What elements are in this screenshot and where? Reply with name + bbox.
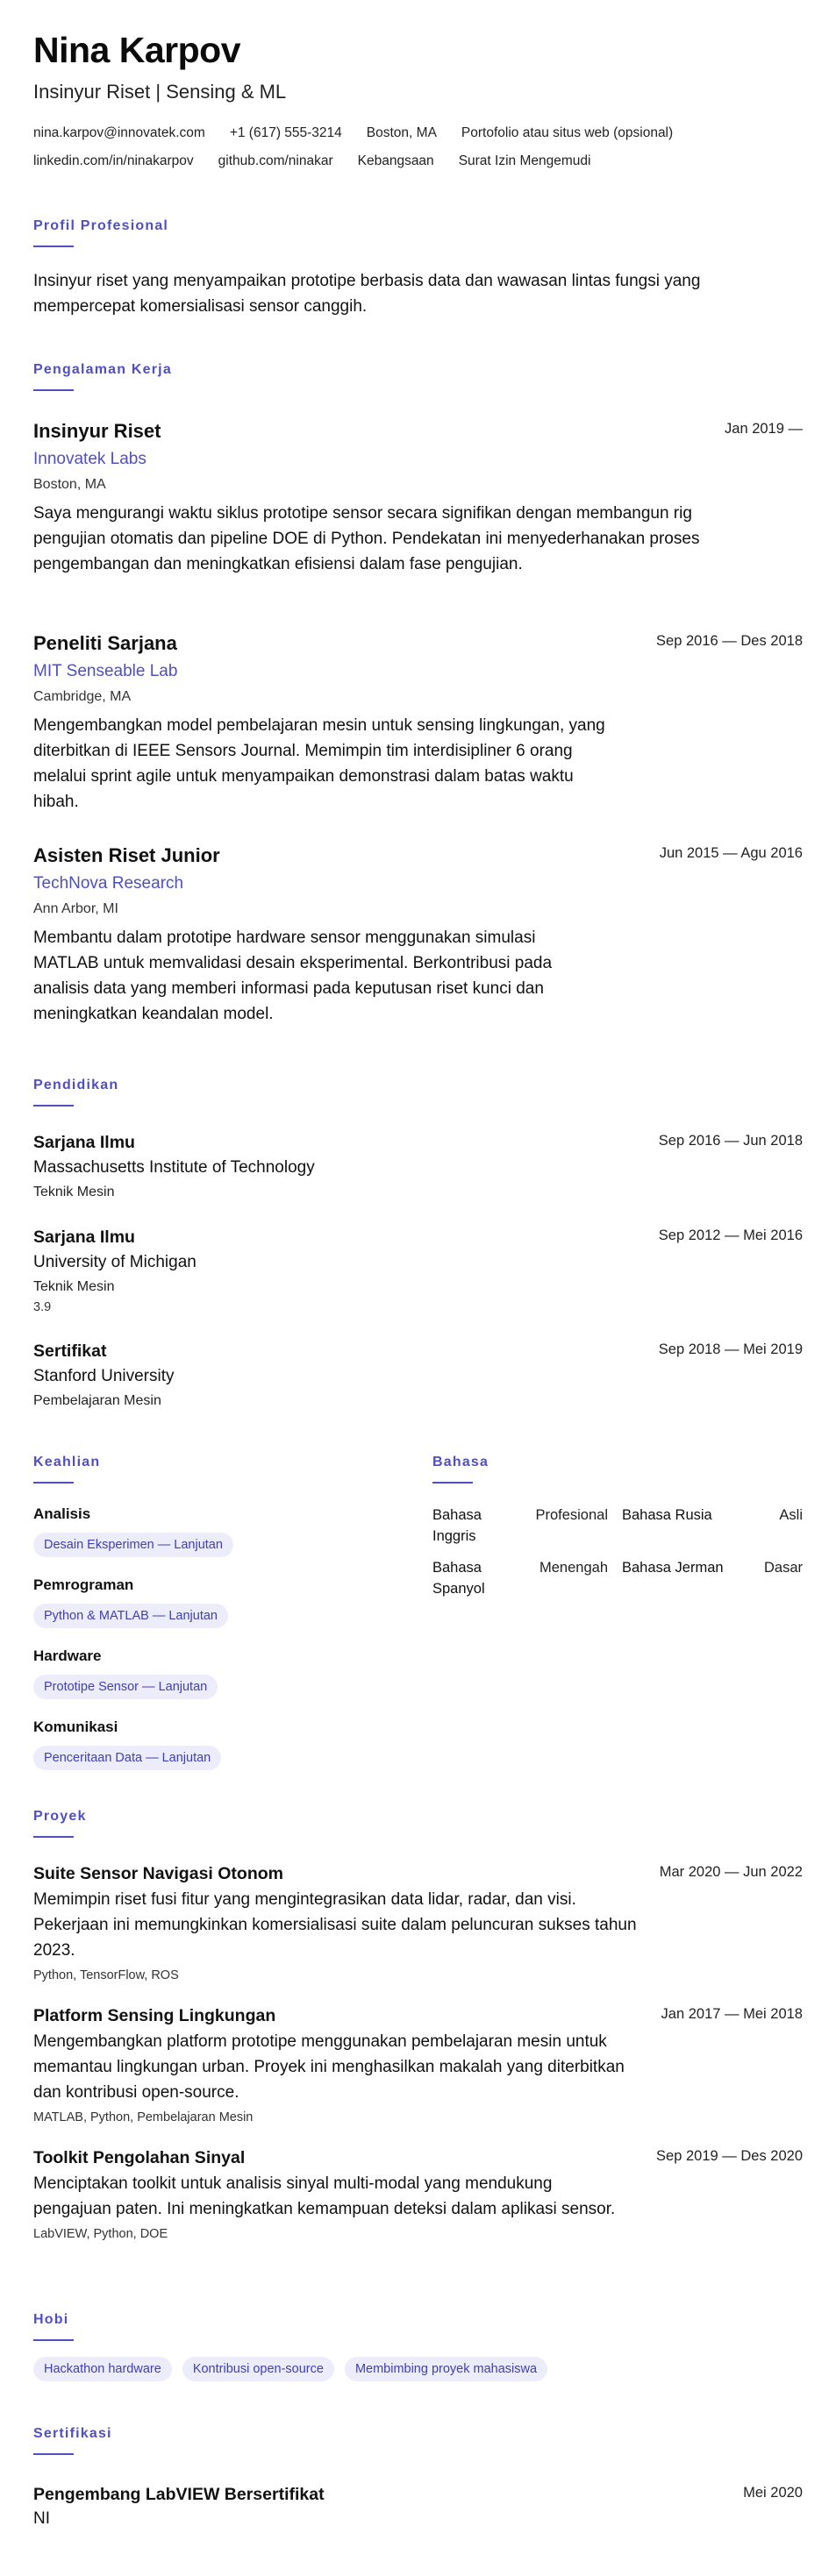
job-date: Sep 2016 — Des 2018: [656, 633, 803, 649]
skill-category: Analisis: [33, 1505, 91, 1522]
projects-section: [33, 1808, 803, 1838]
company-name: MIT Senseable Lab: [33, 662, 178, 680]
profile-section: [33, 217, 803, 319]
certification-date: Mei 2020: [743, 2485, 803, 2501]
degree: Sarjana Ilmu: [33, 1228, 135, 1247]
contact-website[interactable]: Portofolio atau situs web (opsional): [461, 125, 674, 140]
project-date: Mar 2020 — Jun 2022: [659, 1864, 803, 1880]
company-name: TechNova Research: [33, 874, 184, 893]
section-divider: [33, 246, 74, 247]
field-of-study: Pembelajaran Mesin: [33, 1393, 161, 1408]
language-name: Bahasa Rusia: [622, 1507, 712, 1523]
contact-linkedin[interactable]: linkedin.com/in/ninakarpov: [33, 153, 194, 168]
skill-pill: Penceritaan Data — Lanjutan: [33, 1746, 221, 1770]
degree: Sertifikat: [33, 1341, 107, 1361]
experience-section: [33, 361, 803, 391]
section-divider: [33, 2339, 74, 2341]
contact-driving-license: Surat Izin Mengemudi: [458, 153, 591, 168]
skill-group: [33, 1505, 233, 1557]
education-entry: [33, 1226, 803, 1316]
contact-phone[interactable]: +1 (617) 555-3214: [229, 125, 342, 140]
company-name: Innovatek Labs: [33, 450, 146, 468]
project-description: Memimpin riset fusi fitur yang mengintegrasikan data lidar, radar, dan visi. Pekerjaan ini memungkinkan komersialisasi suite dalam peluncuran sukses tahun 2023.: [33, 1890, 637, 1960]
education-date: Sep 2016 — Jun 2018: [658, 1133, 803, 1149]
project-description: Mengembangkan platform prototipe menggunakan pembelajaran mesin untuk memantau lingkungan urban. Proyek ini menghasilkan makalah yang diterbitkan dan kontribusi open-source.: [33, 2032, 625, 2102]
language-name: Bahasa Jerman: [622, 1560, 724, 1576]
skill-category: Komunikasi: [33, 1719, 118, 1735]
contact-row: [33, 153, 803, 170]
education-entry: [33, 1131, 803, 1202]
section-title: Pendidikan: [33, 1078, 119, 1092]
school-name: University of Michigan: [33, 1253, 196, 1271]
section-title: Pengalaman Kerja: [33, 362, 172, 377]
contact-nationality: Kebangsaan: [357, 153, 434, 168]
skill-group: [33, 1647, 218, 1699]
language-name: Bahasa Inggris: [432, 1507, 482, 1544]
hobby-pill: Hackathon hardware: [33, 2357, 172, 2381]
language-level: Profesional: [535, 1507, 608, 1523]
skill-group: [33, 1718, 221, 1770]
experience-entry: [33, 419, 803, 577]
field-of-study: Teknik Mesin: [33, 1185, 115, 1199]
experience-entry: [33, 843, 803, 1027]
project-name: Toolkit Pengolahan Sinyal: [33, 2148, 246, 2167]
section-divider: [33, 1482, 74, 1484]
certification-issuer: NI: [33, 2509, 50, 2528]
education-date: Sep 2012 — Mei 2016: [658, 1228, 803, 1243]
project-date: Jan 2017 — Mei 2018: [661, 2006, 803, 2022]
section-title: Sertifikasi: [33, 2426, 112, 2441]
project-description: Menciptakan toolkit untuk analisis sinyal multi-modal yang mendukung pengajuan paten. Ini meningkatkan kemampuan deteksi dalam aplikasi sensor.: [33, 2174, 616, 2218]
skill-group: [33, 1576, 228, 1628]
language-level: Dasar: [763, 1560, 803, 1576]
certification-entry: [33, 2483, 803, 2530]
candidate-name: Nina Karpov: [33, 30, 240, 70]
project-entry: [33, 1862, 803, 1984]
language-level: Asli: [779, 1507, 803, 1523]
section-divider: [33, 2453, 74, 2455]
school-name: Stanford University: [33, 1367, 175, 1385]
job-title: Asisten Riset Junior: [33, 844, 220, 866]
contact-location: Boston, MA: [366, 125, 437, 140]
section-title: Profil Profesional: [33, 218, 169, 233]
section-divider: [33, 389, 74, 391]
degree: Sarjana Ilmu: [33, 1133, 135, 1152]
headline: Insinyur Riset | Sensing & ML: [33, 81, 287, 103]
section-title: Proyek: [33, 1809, 87, 1824]
section-divider: [33, 1836, 74, 1838]
section-title: Keahlian: [33, 1455, 101, 1469]
section-divider: [432, 1482, 473, 1484]
hobby-list: [33, 2357, 803, 2381]
project-technologies: MATLAB, Python, Pembelajaran Mesin: [33, 2110, 254, 2124]
job-location: Cambridge, MA: [33, 689, 132, 704]
project-entry: [33, 2146, 803, 2243]
section-title: Hobi: [33, 2312, 69, 2327]
skill-category: Pemrograman: [33, 1576, 134, 1593]
skill-category: Hardware: [33, 1647, 102, 1664]
project-name: Platform Sensing Lingkungan: [33, 2006, 276, 2025]
job-date: Jun 2015 — Agu 2016: [659, 845, 803, 861]
project-name: Suite Sensor Navigasi Otonom: [33, 1864, 283, 1883]
hobby-pill: Membimbing proyek mahasiswa: [345, 2357, 547, 2381]
project-entry: [33, 2004, 803, 2126]
skill-pill: Desain Eksperimen — Lanjutan: [33, 1533, 233, 1557]
education-section: [33, 1077, 803, 1107]
education-date: Sep 2018 — Mei 2019: [658, 1341, 803, 1357]
job-title: Insinyur Riset: [33, 420, 161, 442]
school-name: Massachusetts Institute of Technology: [33, 1158, 315, 1177]
skills-section: [33, 1454, 411, 1765]
experience-entry: [33, 631, 803, 815]
gpa: 3.9: [33, 1300, 52, 1314]
field-of-study: Teknik Mesin: [33, 1279, 115, 1294]
section-divider: [33, 1105, 74, 1107]
language-level: Menengah: [539, 1560, 608, 1576]
skill-pill: Python & MATLAB — Lanjutan: [33, 1604, 228, 1628]
languages-section: [432, 1454, 803, 1597]
job-location: Boston, MA: [33, 477, 106, 492]
contact-github[interactable]: github.com/ninakar: [218, 153, 333, 168]
profile-summary: Insinyur riset yang menyampaikan prototipe berbasis data dan wawasan lintas fungsi yang mempercepat komersialisasi sensor canggih.: [33, 272, 701, 316]
job-description: Mengembangkan model pembelajaran mesin untuk sensing lingkungan, yang diterbitkan di IEEE Sensors Journal. Memimpin tim interdisipliner 6 orang melalui sprint agile untuk menyampaikan demonstrasi dalam batas waktu hibah.: [33, 716, 605, 811]
project-date: Sep 2019 — Des 2020: [656, 2148, 803, 2164]
hobbies-section: [33, 2311, 803, 2381]
contact-row: [33, 125, 803, 142]
certifications-section: [33, 2425, 803, 2455]
education-entry: [33, 1340, 803, 1411]
job-location: Ann Arbor, MI: [33, 901, 118, 916]
job-description: Membantu dalam prototipe hardware sensor menggunakan simulasi MATLAB untuk memvalidasi desain eksperimental. Berkontribusi pada analisis data yang memberi informasi pada keputusan riset kunci dan meningkatkan keandalan model.: [33, 929, 553, 1023]
section-title: Bahasa: [432, 1455, 489, 1469]
hobby-pill: Kontribusi open-source: [182, 2357, 334, 2381]
skill-pill: Prototipe Sensor — Lanjutan: [33, 1675, 218, 1699]
job-date: Jan 2019 —: [725, 421, 803, 437]
project-technologies: LabVIEW, Python, DOE: [33, 2227, 168, 2241]
job-description: Saya mengurangi waktu siklus prototipe sensor secara signifikan dengan membangun rig pengujian otomatis dan pipeline DOE di Python. Pendekatan ini menyederhanakan proses pengembangan dan meningkatkan efisiensi dalam fase pengujian.: [33, 504, 700, 573]
language-name: Bahasa Spanyol: [432, 1560, 485, 1597]
contact-email[interactable]: nina.karpov@innovatek.com: [33, 125, 205, 140]
project-technologies: Python, TensorFlow, ROS: [33, 1968, 179, 1982]
certification-name: Pengembang LabVIEW Bersertifikat: [33, 2485, 325, 2504]
job-title: Peneliti Sarjana: [33, 632, 177, 654]
